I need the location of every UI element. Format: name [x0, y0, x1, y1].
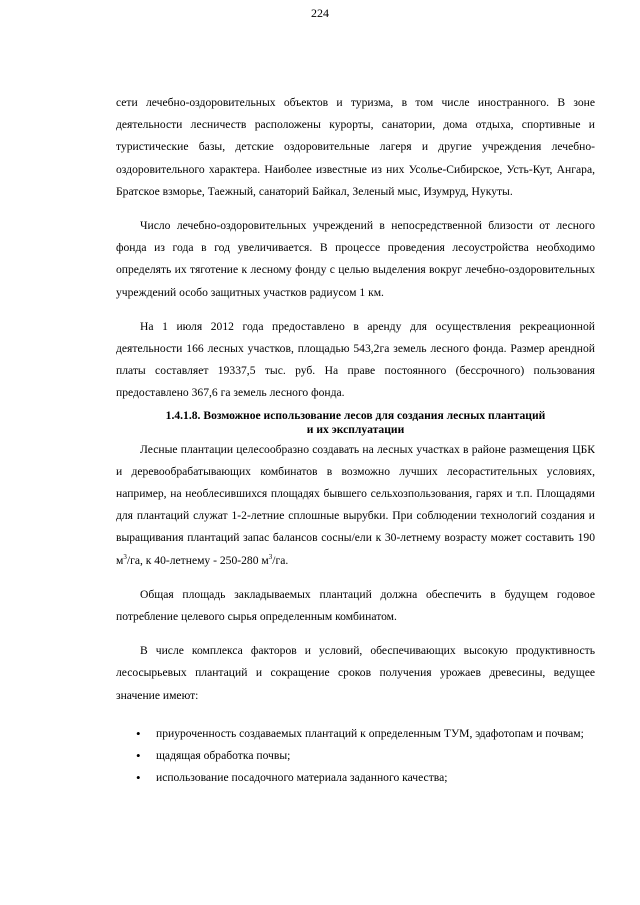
cubic-superscript-1: 3: [123, 552, 127, 561]
section-heading-line-2: и их эксплуатации: [306, 422, 405, 436]
list-item-text: приуроченность создаваемых плантаций к определенным ТУМ, эдафотопам и почвам;: [156, 726, 584, 740]
paragraph-resorts: сети лечебно-оздоровительных объектов и туризма, в том числе иностранного. В зоне деятельности лесничеств расположены курорты, санатории, дома отдыха, спортивные и туристические базы, детские оздоровительные лагеря и другие учреждения лечебно-оздоровительного характера. Наиболее известные из них Усолье-Сибирское, Усть-Кут, Ангара, Братское взморье, Таежный, санаторий Байкал, Зеленый мыс, Изумруд, Нукуты.: [116, 96, 595, 198]
plantations-text-1: Лесные плантации целесообразно создавать на лесных участках в районе размещения ЦБК и деревообрабатывающих комбинатов в возможно лучших лесорастительных условиях, например, на необлесившихся площадях бывшего сельхозпользования, гарях и т.п. Площадями для плантаций служат 1-2-летние сплошные вырубки. При соблюдении технологий создания и выращивания плантаций запас балансов сосны/ели к 30-летнему возрасту может составить 190 м: [116, 442, 595, 567]
bullet-icon: •: [136, 770, 141, 786]
list-item: [136, 723, 595, 745]
paragraph-health-facilities: Число лечебно-оздоровительных учреждений в непосредственной близости от лесного фонда из года в год увеличивается. В процессе проведения лесоустройства необходимо определять их тяготение к лесному фонду с целью выделения вокруг лечебно-оздоровительных учреждений особо защитных участков радиусом 1 км.: [116, 219, 595, 299]
bullet-icon: •: [136, 725, 141, 741]
paragraph-factors: В числе комплекса факторов и условий, обеспечивающих высокую продуктивность лесосырьевых плантаций и сокращение сроков получения урожаев древесины, ведущее значение имеют:: [116, 644, 595, 702]
paragraph-total-area: Общая площадь закладываемых плантаций должна обеспечить в будущем годовое потребление целевого сырья определенным комбинатом.: [116, 587, 595, 624]
document-body: [116, 92, 595, 789]
paragraph-lease: На 1 июля 2012 года предоставлено в аренду для осуществления рекреационной деятельности 166 лесных участков, площадью 543,2га земель лесного фонда. Размер арендной платы составляет 19337,5 тыс. руб. На праве постоянного (бессрочного) пользования предоставлено 367,6 га земель лесного фонда.: [116, 319, 595, 400]
cubic-superscript-2: 3: [268, 552, 273, 561]
section-heading-line-1: 1.4.1.8. Возможное использование лесов для создания лесных плантаций: [165, 408, 546, 422]
page-number: 224: [311, 6, 329, 20]
plantations-text-3: /га.: [272, 553, 289, 567]
factors-list: [116, 723, 595, 790]
plantations-text-2: /га, к 40-летнему - 250-280 м: [126, 553, 269, 567]
list-item-text: использование посадочного материала заданного качества;: [156, 771, 448, 785]
bullet-icon: •: [136, 748, 141, 764]
section-heading: [116, 409, 595, 437]
paragraph-plantations: [116, 439, 595, 572]
list-item: [136, 745, 595, 767]
list-item-text: щадящая обработка почвы;: [156, 749, 291, 763]
list-item: [136, 767, 595, 789]
